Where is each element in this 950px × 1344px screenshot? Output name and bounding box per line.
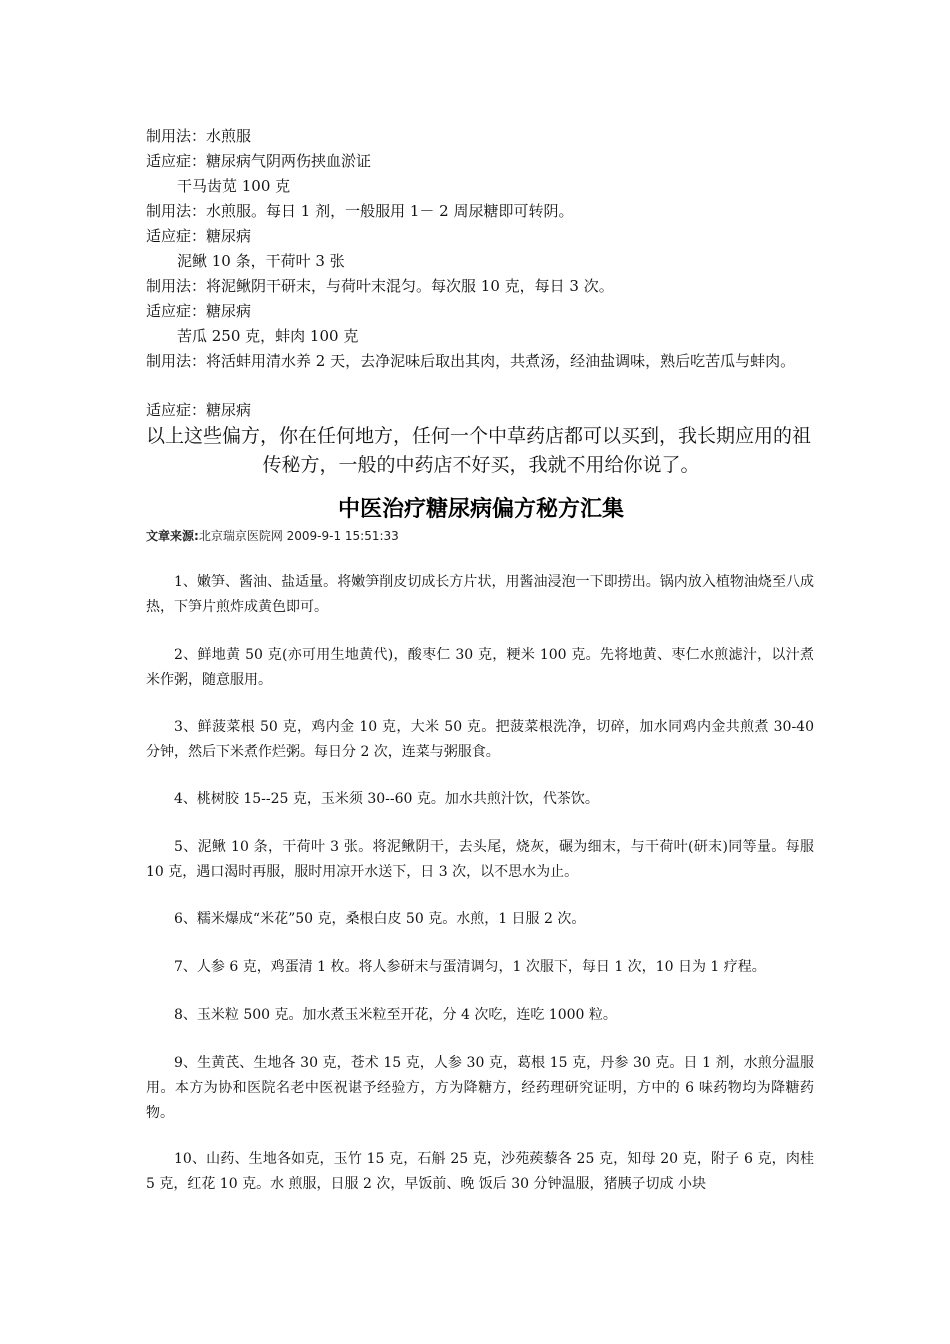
recipe-usage-line: 制用法：水煎服。每日 1 剂，一般服用 1－ 2 周尿糖即可转阴。 <box>146 202 574 220</box>
article-source-label: 文章来源: <box>146 529 199 543</box>
article-item: 4、桃树胶 15--25 克，玉米须 30--60 克。加水共煎汁饮，代茶饮。 <box>174 791 599 807</box>
recipe-usage-line: 制用法：将活蚌用清水养 2 天，去净泥味后取出其肉，共煮汤，经油盐调味，熟后吃苦瓜与蚌肉。 <box>146 352 796 370</box>
article-item: 3、鲜菠菜根 50 克，鸡内金 10 克，大米 50 克。把菠菜根洗净，切碎，加水同鸡内金共煎煮 30-40 分钟，然后下米煮作烂粥。每日分 2 次，连菜与粥服食。 <box>146 719 814 760</box>
article-source <box>146 528 816 544</box>
recipe-usage-line: 制用法：水煎服 <box>146 127 252 145</box>
article-item: 2、鲜地黄 50 克(亦可用生地黄代)，酸枣仁 30 克，粳米 100 克。先将地黄、枣仁水煎滤汁，以汁煮米作粥，随意服用。 <box>146 647 814 688</box>
article-item: 6、糯米爆成“米花”50 克，桑根白皮 50 克。水煎，1 日服 2 次。 <box>174 911 586 927</box>
recipe-indication-line: 适应症：糖尿病 <box>146 227 252 245</box>
article-item: 5、泥鳅 10 条，干荷叶 3 张。将泥鳅阴干，去头尾，烧灰，碾为细末，与干荷叶(研末)同等量。每服 10 克，遇口渴时再服，服时用凉开水送下，日 3 次，以不思水为止。 <box>146 839 814 880</box>
article-item: 8、玉米粒 500 克。加水煮玉米粒至开花，分 4 次吃，连吃 1000 粒。 <box>174 1007 617 1023</box>
recipe-usage-line: 制用法：将泥鳅阴干研末，与荷叶末混匀。每次服 10 克，每日 3 次。 <box>146 277 614 295</box>
article-item: 9、生黄芪、生地各 30 克，苍术 15 克，人参 30 克，葛根 15 克，丹参 30 克。日 1 剂，水煎分温服用。本方为协和医院名老中医祝谌予经验方，方为降糖方，经药理研究证明，方中的 6 味药物均为降糖药物。 <box>146 1055 814 1121</box>
article-item: 1、嫩笋、酱油、盐适量。将嫩笋削皮切成长方片状，用酱油浸泡一下即捞出。锅内放入植物油烧至八成热，下笋片煎炸成黄色即可。 <box>146 574 814 615</box>
recipe-ingredients-line: 苦瓜 250 克，蚌肉 100 克 <box>177 327 359 345</box>
article-item: 10、山药、生地各如克，玉竹 15 克，石斛 25 克，沙苑蒺藜各 25 克，知母 20 克，附子 6 克，肉桂 5 克，红花 10 克。水 煎服，日服 2 次，早饭前、晚 饭后 30 分钟温服，猪胰子切成 小块 <box>146 1151 814 1192</box>
recipe-indication-line: 适应症：糖尿病 <box>146 401 252 419</box>
recipe-indication-line: 适应症：糖尿病气阴两伤挟血淤证 <box>146 152 372 170</box>
closing-line-1: 以上这些偏方，你在任何地方，任何一个中草药店都可以买到，我长期应用的祖 <box>146 425 812 447</box>
article-source-value: 北京瑞京医院网 2009-9-1 15:51:33 <box>198 529 399 543</box>
article-item: 7、人参 6 克，鸡蛋清 1 枚。将人参研末与蛋清调匀，1 次服下，每日 1 次，10 日为 1 疗程。 <box>174 959 766 975</box>
recipe-ingredients-line: 干马齿苋 100 克 <box>177 177 291 195</box>
closing-line-2: 传秘方，一般的中药店不好买，我就不用给你说了。 <box>262 454 700 476</box>
article-title: 中医治疗糖尿病偏方秘方汇集 <box>337 497 624 522</box>
recipe-ingredients-line: 泥鳅 10 条，干荷叶 3 张 <box>177 252 345 270</box>
recipe-indication-line: 适应症：糖尿病 <box>146 302 252 320</box>
